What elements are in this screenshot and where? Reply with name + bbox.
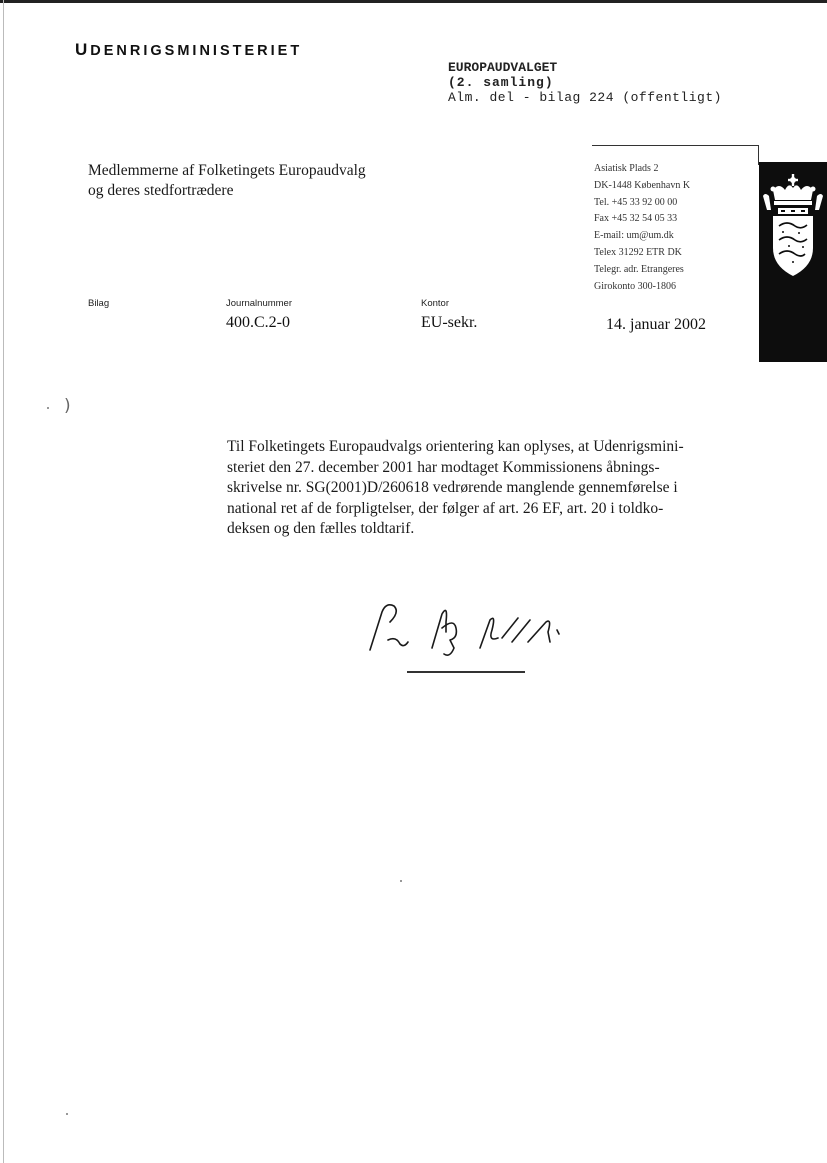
journal-number-value: 400.C.2-0 [226,314,290,331]
sender-address [594,161,690,295]
body-line-4: national ret af de forpligtelser, der følger af art. 26 EF, art. 20 i toldko- [227,499,664,517]
committee-stamp [448,60,722,105]
body-line-1: Til Folketingets Europaudvalgs orientering kan oplyses, at Udenrigsmini- [227,438,684,455]
address-divider [592,145,759,146]
office-label: Kontor [421,298,449,309]
address-giro: Girokonto 300-1806 [594,280,676,292]
ministry-initial: U [75,40,91,59]
address-email: E-mail: um@um.dk [594,230,674,242]
address-telegraph: Telegr. adr. Etrangeres [594,263,684,275]
speck [47,407,49,409]
recipient-block [88,161,366,201]
ministry-letterhead [75,40,302,60]
stamp-annex: Alm. del - bilag 224 (offentligt) [448,90,722,105]
address-fax: Fax +45 32 54 05 33 [594,213,678,225]
body-line-5: deksen og den fælles toldtarif. [227,520,415,538]
stamp-committee: EUROPAUDVALGET [448,60,558,75]
address-street: Asiatisk Plads 2 [594,163,659,174]
letter-body [227,437,742,540]
body-line-2: steriet den 27. december 2001 har modtaget Kommissionens åbnings- [227,458,660,476]
scan-edge [3,0,4,1163]
body-line-3: skrivelse nr. SG(2001)D/260618 vedrørende manglende gennemførelse i [227,479,678,497]
speck [66,1113,68,1115]
handwritten-signature [362,592,572,662]
stamp-session: (2. samling) [448,75,554,90]
recipient-line-2: og deres stedfortrædere [88,182,234,199]
top-border [0,0,827,3]
bilag-label: Bilag [88,298,110,309]
address-telex: Telex 31292 ETR DK [594,246,682,258]
speck [400,880,402,882]
address-city: DK-1448 København K [594,179,691,191]
recipient-line-1: Medlemmerne af Folketingets Europaudvalg [88,162,366,179]
coat-of-arms-icon [759,170,827,290]
ministry-name-rest: DENRIGSMINISTERIET [90,43,303,59]
address-phone: Tel. +45 33 92 00 00 [594,196,678,208]
signature-underline [407,671,525,673]
journal-number-label: Journalnummer [226,298,292,309]
office-value: EU-sekr. [421,314,478,331]
letter-date: 14. januar 2002 [606,316,706,333]
scan-mark: ) [64,396,71,416]
coat-of-arms-panel [759,162,827,362]
